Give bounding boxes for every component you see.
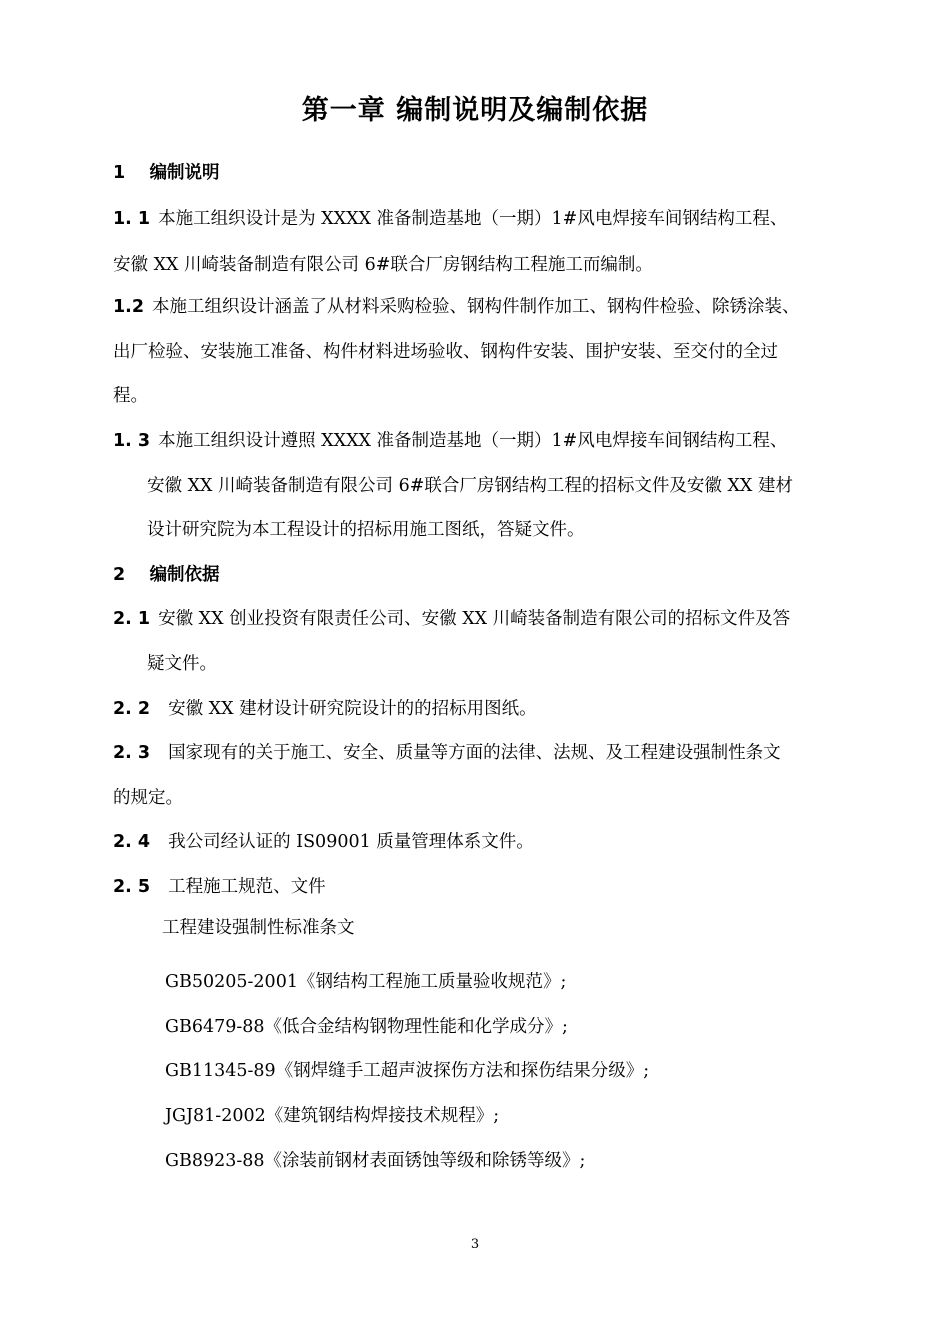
clause-text: 本施工组织设计是为 XXXX 准备制造基地（一期）1#风电焊接车间钢结构工程、	[158, 209, 788, 229]
paragraph-1-3-line-1	[113, 429, 787, 453]
clause-text: 工程施工规范、文件	[168, 877, 326, 897]
clause-number: 2. 1	[113, 609, 151, 629]
paragraph-1-3-line-3: 设计研究院为本工程设计的招标用施工图纸，答疑文件。	[147, 520, 585, 540]
paragraph-2-2	[113, 697, 537, 721]
clause-text: 本施工组织设计遵照 XXXX 准备制造基地（一期）1#风电焊接车间钢结构工程、	[158, 431, 788, 451]
paragraph-2-4	[113, 830, 534, 854]
clause-text: 安徽 XX 建材设计研究院设计的的招标用图纸。	[168, 699, 537, 719]
section-number: 1	[113, 163, 126, 183]
clause-number: 1.2	[113, 297, 145, 317]
page-number: 3	[470, 1237, 480, 1252]
clause-number: 2. 3	[113, 743, 151, 763]
paragraph-1-1-line-2: 安徽 XX 川崎装备制造有限公司 6#联合厂房钢结构工程施工而编制。	[113, 255, 653, 275]
clause-number: 2. 2	[113, 699, 151, 719]
paragraph-2-1-line-2: 疑文件。	[147, 654, 217, 674]
section-title: 编制说明	[149, 163, 220, 183]
section-number: 2	[113, 565, 126, 585]
clause-text: 我公司经认证的 IS09001 质量管理体系文件。	[168, 832, 534, 852]
clause-text: 安徽 XX 创业投资有限责任公司、安徽 XX 川崎装备制造有限公司的招标文件及答	[158, 609, 791, 629]
clause-text: 国家现有的关于施工、安全、质量等方面的法律、法规、及工程建设强制性条文	[168, 743, 781, 763]
paragraph-1-3-line-2: 安徽 XX 川崎装备制造有限公司 6#联合厂房钢结构工程的招标文件及安徽 XX 建材	[147, 476, 793, 496]
paragraph-2-5-line-1	[113, 875, 326, 899]
paragraph-1-1-line-1	[113, 207, 787, 231]
standard-item: GB6479-88《低合金结构钢物理性能和化学成分》;	[165, 1017, 568, 1037]
clause-number: 1. 1	[113, 209, 151, 229]
clause-text: 本施工组织设计涵盖了从材料采购检验、钢构件制作加工、钢构件检验、除锈涂装、	[152, 297, 800, 317]
paragraph-1-2-line-2: 出厂检验、安装施工准备、构件材料进场验收、钢构件安装、围护安装、至交付的全过	[113, 342, 778, 362]
standard-item: GB8923-88《涂装前钢材表面锈蚀等级和除锈等级》;	[165, 1151, 586, 1171]
clause-number: 2. 5	[113, 877, 151, 897]
section-title: 编制依据	[149, 565, 220, 585]
clause-number: 2. 4	[113, 832, 151, 852]
paragraph-1-2-line-1	[113, 295, 800, 319]
standard-item: JGJ81-2002《建筑钢结构焊接技术规程》;	[165, 1106, 500, 1126]
paragraph-2-5-line-2: 工程建设强制性标准条文	[162, 918, 355, 938]
paragraph-2-3-line-2: 的规定。	[113, 788, 183, 808]
section-heading-2	[113, 563, 220, 587]
paragraph-2-1-line-1	[113, 607, 790, 631]
standard-item: GB50205-2001《钢结构工程施工质量验收规范》;	[165, 972, 567, 992]
clause-number: 1. 3	[113, 431, 151, 451]
paragraph-1-2-line-3: 程。	[113, 386, 148, 406]
paragraph-2-3-line-1	[113, 741, 781, 765]
chapter-title: 第一章 编制说明及编制依据	[301, 95, 649, 126]
section-heading-1	[113, 161, 220, 185]
standard-item: GB11345-89《钢焊缝手工超声波探伤方法和探伤结果分级》;	[165, 1061, 650, 1081]
